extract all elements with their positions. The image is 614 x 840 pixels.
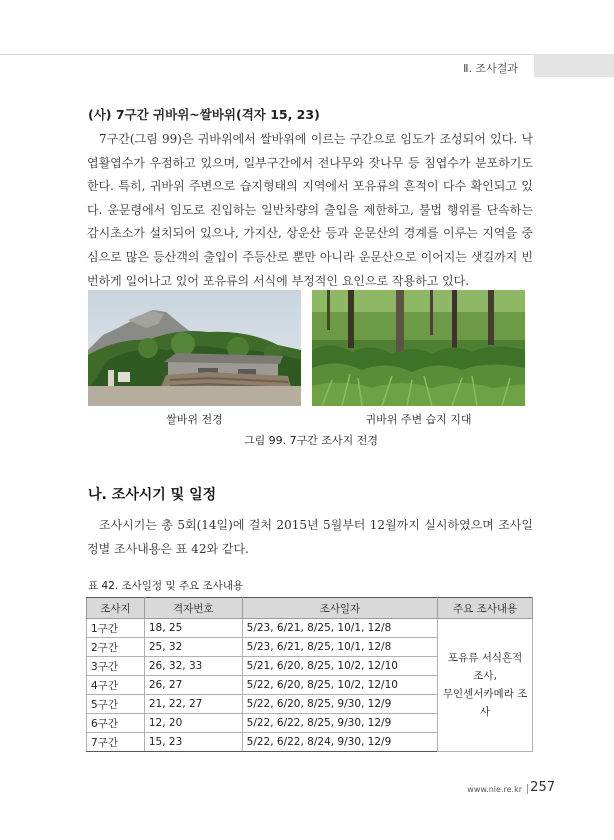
table-cell: 21, 22, 27 [144,695,242,714]
schedule-table [86,597,533,752]
merged-content-cell [438,619,533,752]
paragraph-text: 7구간(그림 99)은 귀바위에서 쌀바위에 이르는 구간으로 임도가 조성되어 있다. 낙엽활엽수가 우점하고 있으며, 일부구간에서 전나무와 잣나무 등 침엽수가 분포하기도 한다. 특히, 귀바위 주변으로 습지형태의 지역에서 포유류의 흔적이 다수 확인되고 있다. 운문령에서 임도로 진입하는 일반차량의 출입을 제한하고, 불법 행위를 단속하는 감시초소가 설치되어 있으나, 가지산, 상운산 등과 운문산의 경계를 이루는 지역을 중심으로 많은 등산객의 출입이 주등산로 뿐만 아니라 운문산으로 이어지는 샛길까지 빈번하게 일어나고 있어 포유류의 서식에 부정적인 요인으로 작용하고 있다. [87,132,533,288]
table-header-row [87,598,533,619]
table-cell: 6구간 [87,714,145,733]
table-cell: 2구간 [87,638,145,657]
figure-title: 그림 99. 7구간 조사지 전경 [243,434,379,447]
footer-separator [527,784,528,794]
table-title: 표 42. 조사일정 및 주요 조사내용 [88,580,244,592]
table-cell: 5/22, 6/20, 8/25, 10/2, 12/10 [242,676,438,695]
column-header: 조사지 [87,598,145,619]
table-cell: 5/23, 6/21, 8/25, 10/1, 12/8 [242,619,438,638]
table-cell: 3구간 [87,657,145,676]
table-cell: 5/22, 6/22, 8/24, 9/30, 12/9 [242,733,438,752]
body-paragraph-2 [87,514,533,561]
table-cell: 4구간 [87,676,145,695]
table-cell: 15, 23 [144,733,242,752]
footer-url: www.nie.re.kr [467,785,522,794]
table-cell: 25, 32 [144,638,242,657]
table-cell: 7구간 [87,733,145,752]
table-row [87,619,533,638]
photo-ssalbawi [88,290,301,406]
header-tab [534,54,614,77]
table-cell: 26, 27 [144,676,242,695]
running-header: Ⅱ. 조사결과 [463,62,518,75]
section-heading: 나. 조사시기 및 일정 [88,487,217,503]
page-number: 257 [530,780,555,795]
paragraph-text: 조사시기는 총 5회(14일)에 걸처 2015년 5월부터 12월까지 실시하였으며 조사일정별 조사내용은 표 42와 같다. [87,518,533,556]
table-cell: 5구간 [87,695,145,714]
column-header: 조사일자 [242,598,438,619]
content-line: 포유류 서식흔적 [447,652,523,664]
table-cell: 18, 25 [144,619,242,638]
content-line: 조사, [473,670,497,682]
photo-caption-left: 쌀바위 전경 [166,413,223,426]
content-line: 무인센서카메라 조사 [442,688,528,718]
column-header: 주요 조사내용 [438,598,533,619]
table-cell: 1구간 [87,619,145,638]
body-paragraph-1 [87,128,533,293]
table-cell: 5/22, 6/20, 8/25, 9/30, 12/9 [242,695,438,714]
column-header: 격자번호 [144,598,242,619]
table-cell: 5/22, 6/22, 8/25, 9/30, 12/9 [242,714,438,733]
table-cell: 12, 20 [144,714,242,733]
subsection-heading: (사) 7구간 귀바위~쌀바위(격자 15, 23) [88,107,320,122]
photo-gwibawi-wetland [312,290,525,406]
table-cell: 5/21, 6/20, 8/25, 10/2, 12/10 [242,657,438,676]
table-cell: 26, 32, 33 [144,657,242,676]
header-divider [0,54,614,55]
photo-caption-right: 귀바위 주변 습지 지대 [365,413,472,426]
table-cell: 5/23, 6/21, 8/25, 10/1, 12/8 [242,638,438,657]
